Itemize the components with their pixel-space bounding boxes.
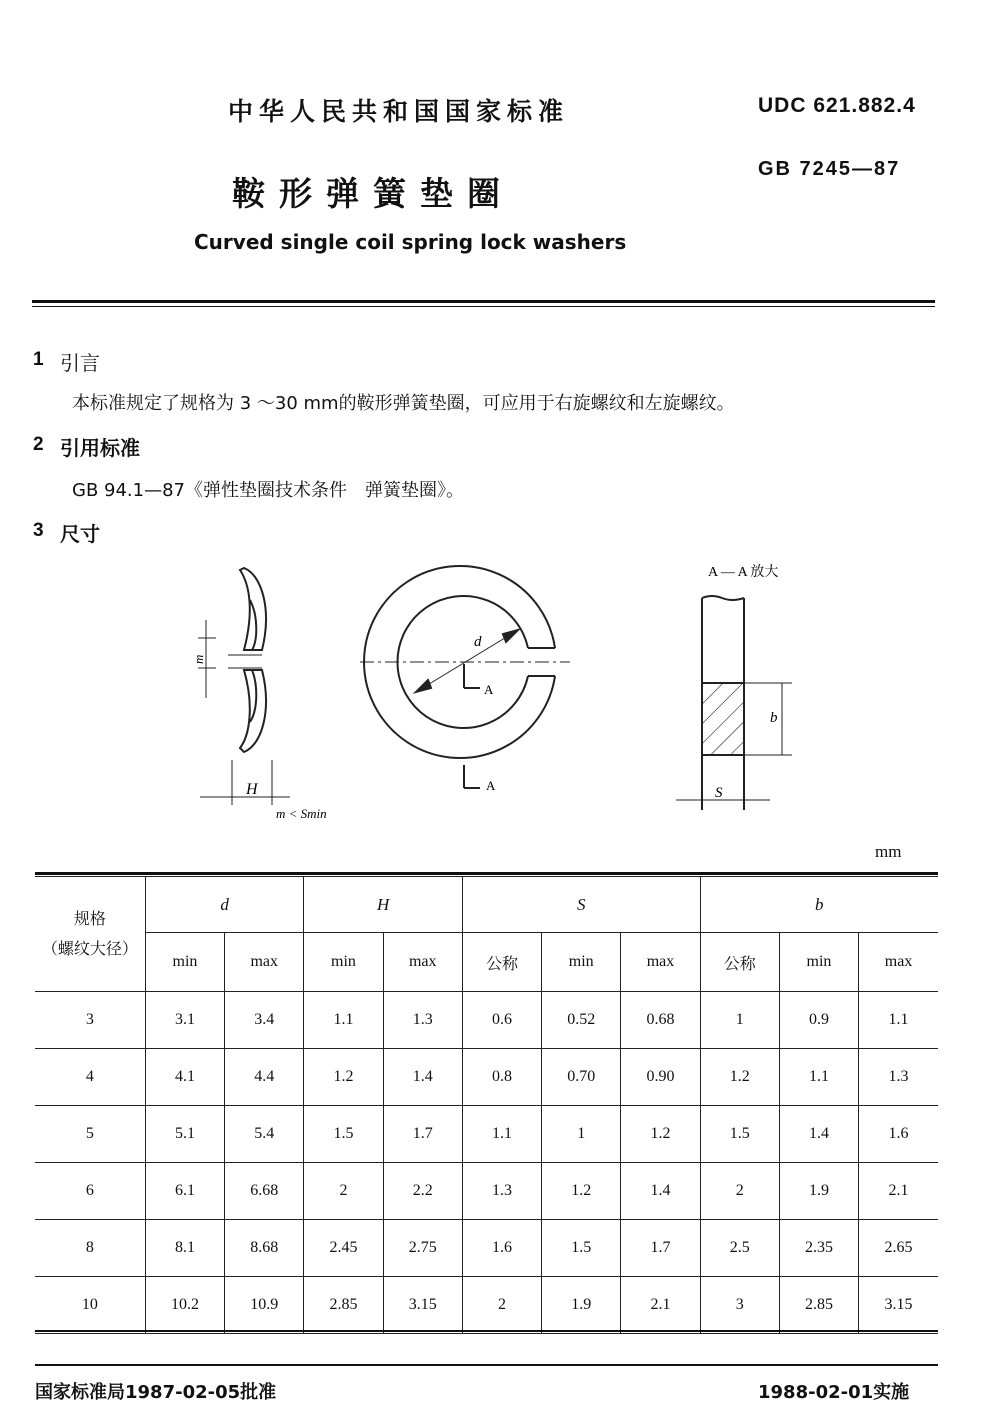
- table-cell: 5.4: [225, 1106, 304, 1163]
- table-cell: 2.1: [621, 1277, 700, 1334]
- table-cell: 0.6: [462, 992, 541, 1049]
- label-m-smin: m < Smin: [276, 806, 327, 821]
- section-3-title: 尺寸: [60, 522, 100, 546]
- washer-drawing: [0, 555, 1000, 825]
- table-row: [35, 1163, 938, 1220]
- table-row: [35, 1277, 938, 1334]
- subheader-cell: max: [621, 933, 700, 992]
- table-cell: 1.4: [621, 1163, 700, 1220]
- table-cell: 2.65: [859, 1220, 938, 1277]
- table-cell: 6.1: [145, 1163, 224, 1220]
- table-cell: 3.15: [383, 1277, 462, 1334]
- header-spec-line2: （螺纹大径）: [41, 939, 138, 958]
- table-cell: 8.68: [225, 1220, 304, 1277]
- table-cell: 1.1: [779, 1049, 858, 1106]
- table-cell: 3: [700, 1277, 779, 1334]
- subheader-cell: min: [542, 933, 621, 992]
- spec-cell: 8: [35, 1220, 145, 1277]
- section-2-number: 2: [33, 434, 44, 455]
- table-cell: 4.1: [145, 1049, 224, 1106]
- table-cell: 0.68: [621, 992, 700, 1049]
- table-cell: 0.90: [621, 1049, 700, 1106]
- top-view: [360, 566, 570, 788]
- table-cell: 1.3: [859, 1049, 938, 1106]
- table-cell: 10.2: [145, 1277, 224, 1334]
- label-A-upper: A: [484, 682, 494, 697]
- label-m: m: [191, 654, 206, 664]
- table-cell: 2.45: [304, 1220, 383, 1277]
- table-cell: 0.52: [542, 992, 621, 1049]
- table-row: [35, 1220, 938, 1277]
- table-cell: 4.4: [225, 1049, 304, 1106]
- table-cell: 1: [542, 1106, 621, 1163]
- table-cell: 1.7: [383, 1106, 462, 1163]
- table-cell: 3.4: [225, 992, 304, 1049]
- label-A-lower: A: [486, 778, 496, 793]
- table-cell: 0.70: [542, 1049, 621, 1106]
- table-header-row-2: [35, 933, 938, 992]
- approval-date: 国家标准局1987-02-05批准: [35, 1382, 277, 1403]
- table-cell: 1.1: [859, 992, 938, 1049]
- table-cell: 1.9: [542, 1277, 621, 1334]
- table-cell: 1.2: [304, 1049, 383, 1106]
- table-row: [35, 1049, 938, 1106]
- table-cell: 1.3: [462, 1163, 541, 1220]
- table-cell: 1.3: [383, 992, 462, 1049]
- table-cell: 1.5: [542, 1220, 621, 1277]
- table-bottom-rule: [35, 1330, 938, 1332]
- table-cell: 1.2: [621, 1106, 700, 1163]
- header-d: d: [145, 877, 304, 933]
- spec-cell: 5: [35, 1106, 145, 1163]
- table-cell: 2.1: [859, 1163, 938, 1220]
- table-cell: 2.2: [383, 1163, 462, 1220]
- table-cell: 1.2: [542, 1163, 621, 1220]
- footer-rule: [35, 1364, 938, 1366]
- header-b: b: [700, 877, 938, 933]
- table-cell: 2: [700, 1163, 779, 1220]
- table-cell: 1.4: [383, 1049, 462, 1106]
- table-cell: 2: [304, 1163, 383, 1220]
- side-view: [198, 568, 290, 805]
- table-cell: 1.1: [304, 992, 383, 1049]
- subheader-cell: max: [225, 933, 304, 992]
- section-2-title: 引用标准: [60, 436, 140, 460]
- table-row: [35, 992, 938, 1049]
- table-cell: 10.9: [225, 1277, 304, 1334]
- table-cell: 2.85: [304, 1277, 383, 1334]
- spec-cell: 6: [35, 1163, 145, 1220]
- table-cell: 1: [700, 992, 779, 1049]
- section-1-number: 1: [33, 349, 44, 370]
- subheader-cell: 公称: [700, 933, 779, 992]
- table-cell: 1.6: [462, 1220, 541, 1277]
- table-cell: 0.8: [462, 1049, 541, 1106]
- document-title-cn: 鞍形弹簧垫圈: [232, 174, 514, 213]
- label-S: S: [715, 785, 723, 801]
- subheader-cell: max: [859, 933, 938, 992]
- header-rule-thin: [32, 306, 935, 307]
- section-1-text: 本标准规定了规格为 3 ～30 mm的鞍形弹簧垫圈，可应用于右旋螺纹和左旋螺纹。: [72, 393, 735, 414]
- table-cell: 2.75: [383, 1220, 462, 1277]
- table-cell: 0.9: [779, 992, 858, 1049]
- section-2-text: GB 94.1—87《弹性垫圈技术条件 弹簧垫圈》。: [72, 480, 464, 501]
- table-cell: 1.7: [621, 1220, 700, 1277]
- subheader-cell: max: [383, 933, 462, 992]
- effective-date: 1988-02-01实施: [758, 1382, 910, 1403]
- header-S: S: [462, 877, 700, 933]
- header-spec: [35, 877, 145, 992]
- table-cell: 5.1: [145, 1106, 224, 1163]
- table-cell: 1.6: [859, 1106, 938, 1163]
- section-aa-view: [676, 596, 792, 810]
- document-title-en: Curved single coil spring lock washers: [194, 230, 627, 254]
- table-cell: 2.35: [779, 1220, 858, 1277]
- table-cell: 2.85: [779, 1277, 858, 1334]
- table-cell: 1.2: [700, 1049, 779, 1106]
- section-1-title: 引言: [60, 351, 100, 375]
- table-cell: 1.5: [304, 1106, 383, 1163]
- table-top-rule: [35, 872, 938, 875]
- table-cell: 2.5: [700, 1220, 779, 1277]
- subheader-cell: 公称: [462, 933, 541, 992]
- table-cell: 3.1: [145, 992, 224, 1049]
- table-cell: 3.15: [859, 1277, 938, 1334]
- udc-code: UDC 621.882.4: [758, 94, 916, 117]
- label-H: H: [246, 781, 258, 798]
- label-d: d: [474, 634, 482, 650]
- label-b: b: [770, 710, 778, 726]
- subheader-cell: min: [304, 933, 383, 992]
- gb-standard-number: GB 7245—87: [758, 158, 901, 180]
- unit-label: mm: [875, 842, 902, 861]
- table-cell: 6.68: [225, 1163, 304, 1220]
- table-cell: 1.1: [462, 1106, 541, 1163]
- spec-cell: 4: [35, 1049, 145, 1106]
- subheader-cell: min: [145, 933, 224, 992]
- section-aa-title: A — A 放大: [708, 565, 779, 580]
- spec-cell: 3: [35, 992, 145, 1049]
- table-cell: 1.9: [779, 1163, 858, 1220]
- header-spec-line1: 规格: [73, 909, 106, 928]
- table-cell: 8.1: [145, 1220, 224, 1277]
- subheader-cell: min: [779, 933, 858, 992]
- section-3-number: 3: [33, 520, 44, 541]
- table-row: [35, 1106, 938, 1163]
- table-cell: 1.5: [700, 1106, 779, 1163]
- spec-cell: 10: [35, 1277, 145, 1334]
- header-rule-thick: [32, 300, 935, 303]
- header-H: H: [304, 877, 463, 933]
- table-cell: 2: [462, 1277, 541, 1334]
- table-cell: 1.4: [779, 1106, 858, 1163]
- table-header-row-1: [35, 877, 938, 933]
- dimensions-table: [35, 876, 938, 1334]
- national-standard-title: 中华人民共和国国家标准: [228, 97, 570, 126]
